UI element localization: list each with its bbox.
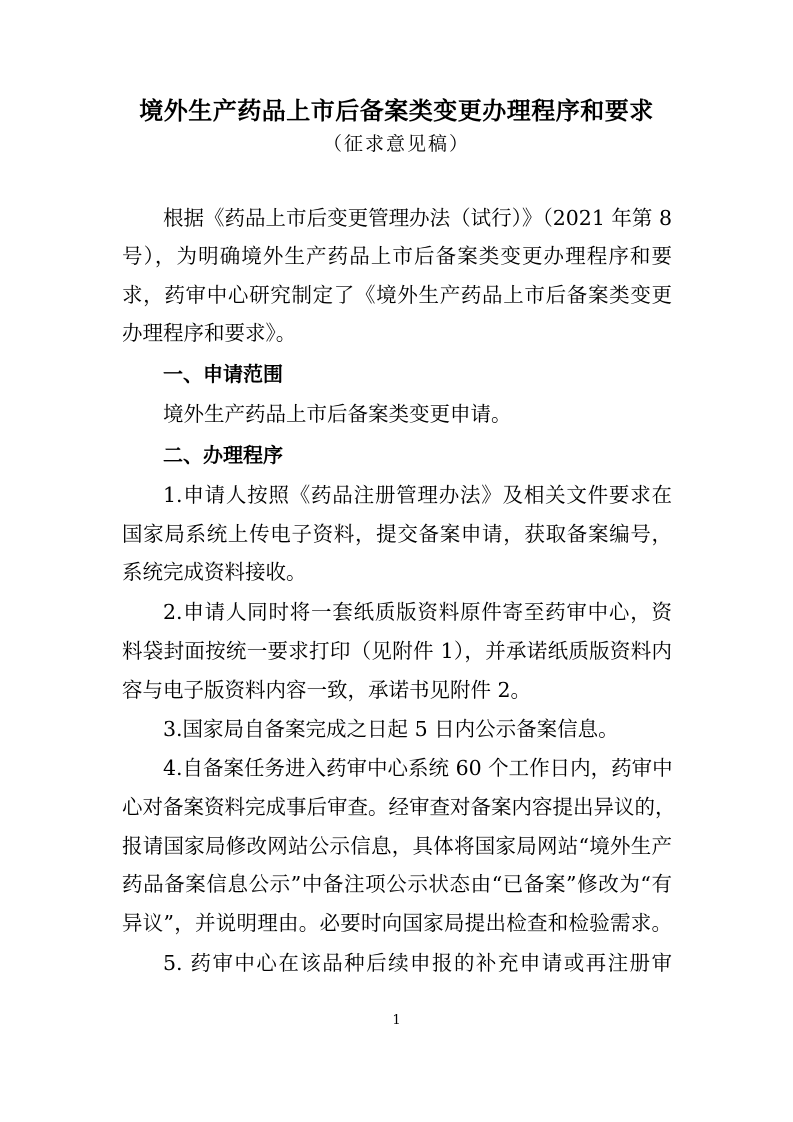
paragraph-line: 境外生产药品上市后备案类变更申请。 [163,402,512,426]
paragraph-line: 1.申请人按照《药品注册管理办法》及相关文件要求在 [163,483,672,507]
paragraph-line: 报请国家局修改网站公示信息，具体将国家局网站“境外生产 [122,834,672,858]
section-heading-procedure: 二、办理程序 [163,443,283,467]
document-title: 境外生产药品上市后备案类变更办理程序和要求 [139,96,654,125]
paragraph-line: 国家局系统上传电子资料，提交备案申请，获取备案编号， [122,522,672,546]
paragraph-line: 料袋封面按统一要求打印（见附件 1），并承诺纸质版资料内 [122,639,672,663]
paragraph-line: 5. 药审中心在该品种后续申报的补充申请或再注册审 [163,951,672,975]
section-heading-scope: 一、申请范围 [163,362,283,386]
paragraph-line: 系统完成资料接收。 [122,560,307,584]
paragraph-line: 号），为明确境外生产药品上市后备案类变更办理程序和要 [122,244,672,268]
document-subtitle: （征求意见稿） [322,133,470,155]
paragraph-line: 3.国家局自备案完成之日起 5 日内公示备案信息。 [163,717,619,741]
paragraph-line: 办理程序和要求》。 [122,321,297,345]
paragraph-line: 容与电子版资料内容一致，承诺书见附件 2。 [122,678,532,702]
paragraph-line: 异议”，并说明理由。必要时向国家局提出检查和检验需求。 [122,911,672,935]
paragraph-line: 药品备案信息公示”中备注项公示状态由“已备案”修改为“有 [122,872,672,896]
paragraph-line: 求，药审中心研究制定了《境外生产药品上市后备案类变更 [122,283,672,307]
page-number: 1 [392,1013,401,1028]
paragraph-line: 根据《药品上市后变更管理办法（试行）》（2021 年第 8 [163,206,672,230]
paragraph-line: 4.自备案任务进入药审中心系统 60 个工作日内，药审中 [163,756,673,780]
paragraph-line: 心对备案资料完成事后审查。经审查对备案内容提出异议的， [122,795,676,819]
paragraph-line: 2.申请人同时将一套纸质版资料原件寄至药审中心，资 [163,600,672,624]
